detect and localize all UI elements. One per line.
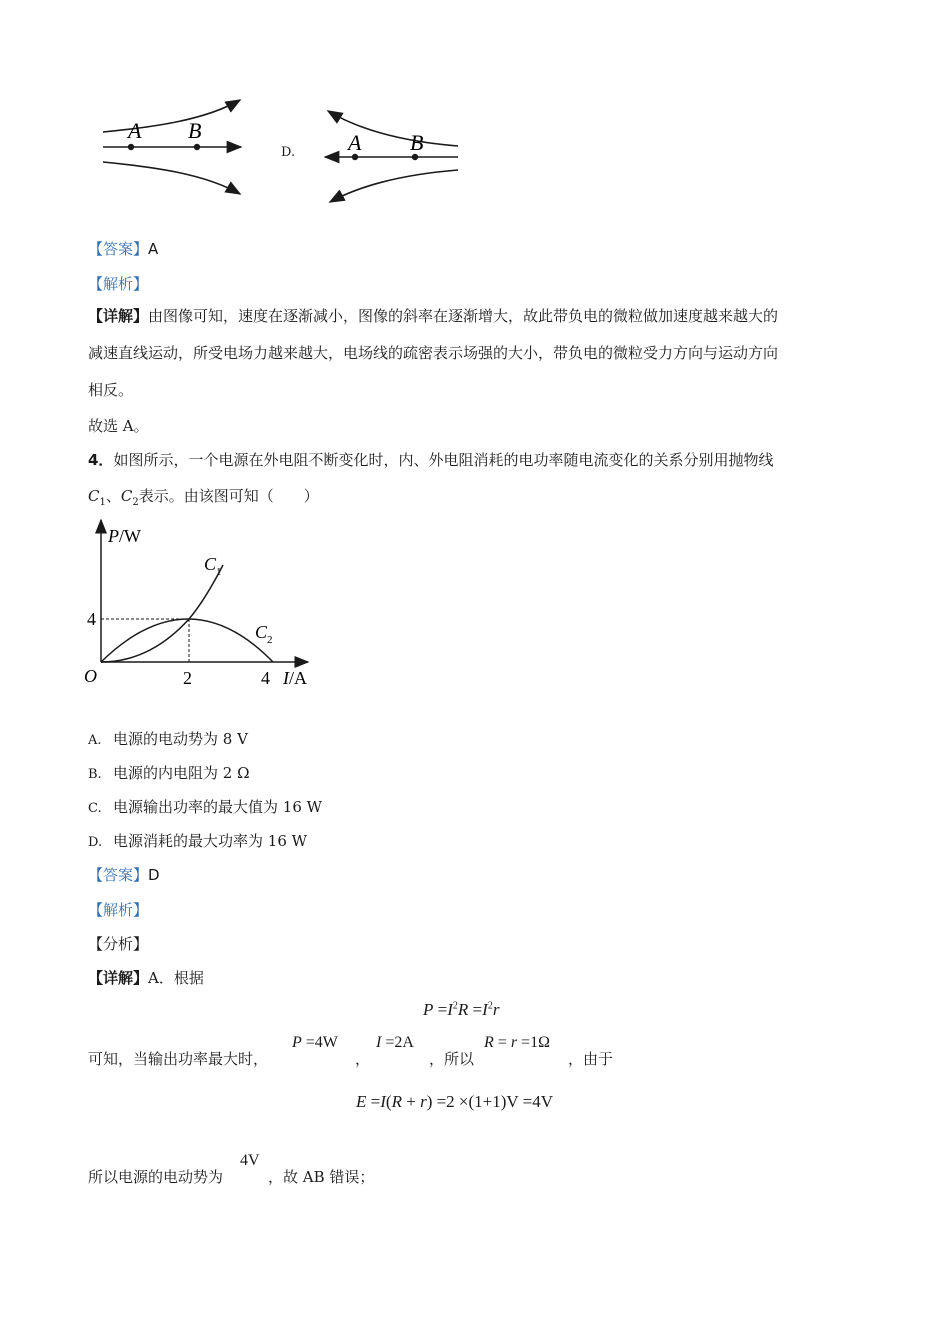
- eq1-sq2: 2: [487, 1000, 493, 1012]
- q4-answer-value: D: [148, 866, 160, 884]
- x-tick-4: 4: [261, 668, 270, 688]
- option-d-label: D.: [281, 145, 296, 160]
- eq2-rest: ) =2 ×(1+1)V =4V: [426, 1092, 554, 1111]
- detail-line-2: 减速直线运动，所受电场力越来越大，电场线的疏密表示场强的大小，带负电的微粒受力方向与运动方向: [88, 344, 779, 362]
- q4-fenxi-tag: 【分析】: [88, 935, 149, 953]
- detail-tag: 【详解】: [88, 307, 149, 325]
- m3-rest: =1Ω: [517, 1034, 550, 1051]
- x-var: I: [283, 668, 289, 688]
- point-b-label: B: [188, 118, 202, 143]
- stem-text-2: 表示。由该图可知（ ）: [138, 487, 319, 505]
- option-a-letter: A.: [88, 733, 102, 748]
- inline-math-resistance: [484, 1034, 550, 1052]
- c1-label: [204, 554, 222, 578]
- option-d[interactable]: [88, 830, 307, 851]
- q4-last-line-post: ，故 AB 错误；: [268, 1168, 375, 1186]
- answer-value: A: [148, 240, 159, 258]
- c2-label: [255, 622, 273, 646]
- q4-stem-line-1: [88, 449, 773, 470]
- y-var: P: [108, 526, 119, 546]
- origin-label: O: [84, 666, 97, 686]
- option-b-letter: B.: [88, 767, 102, 782]
- q3-conclusion: 故选 A。: [88, 417, 149, 435]
- m1-rest: =4W: [301, 1034, 338, 1051]
- c1-sub: 1: [216, 566, 222, 578]
- stem-c2: C: [120, 487, 133, 505]
- field-line-figure-right: [318, 102, 463, 210]
- detail-line-3: 相反。: [88, 381, 134, 399]
- c1-var: C: [204, 554, 217, 574]
- x-axis-label: [282, 668, 307, 688]
- point-b-label-right: B: [410, 130, 424, 155]
- option-c-text: 电源输出功率的最大值为 16 W: [113, 798, 323, 816]
- point-a-label-right: A: [348, 130, 362, 155]
- eq1-eq: =: [433, 1000, 448, 1019]
- q4-stem-line-2: [88, 485, 319, 508]
- c2-var: C: [255, 622, 268, 642]
- option-a-text: 电源的电动势为 8 V: [113, 730, 248, 748]
- m2-rest: =2A: [381, 1034, 414, 1051]
- eq2-r: R: [391, 1092, 402, 1111]
- x-tick-2: 2: [183, 668, 192, 688]
- q3-detail: [88, 298, 778, 409]
- equation-power: [423, 1000, 499, 1020]
- eq1-i: I: [447, 1000, 453, 1019]
- m3-mid: =: [493, 1034, 511, 1051]
- eq1-sq: 2: [452, 1000, 458, 1012]
- stem-c1: C: [88, 487, 100, 505]
- x-unit: /A: [289, 668, 307, 688]
- q4-line-a: 可知，当输出功率最大时，: [88, 1050, 269, 1068]
- option-b-text: 电源的内电阻为 2 Ω: [113, 764, 250, 782]
- y-unit: /W: [119, 526, 141, 546]
- q4-detail-tag: 【详解】: [88, 969, 149, 987]
- eq2-paren: (: [385, 1092, 392, 1111]
- m3-var1: R: [484, 1034, 494, 1051]
- stem-sep: 、: [105, 487, 121, 505]
- eq2-rsmall: r: [420, 1092, 427, 1111]
- stem-text-1: 如图所示，一个电源在外电阻不断变化时，内、外电阻消耗的电功率随电流变化的关系分别用抛物线: [113, 451, 774, 469]
- comma-2: ，所以: [429, 1050, 475, 1068]
- inline-math-current: [376, 1034, 414, 1052]
- stem-c1-sub: 1: [99, 497, 106, 508]
- eq1-rsmall: r: [492, 1000, 500, 1019]
- power-current-graph: [80, 512, 325, 697]
- stem-c2-sub: 2: [132, 497, 139, 508]
- eq2-i: I: [380, 1092, 386, 1111]
- point-a-label: A: [128, 118, 142, 143]
- inline-emf-value: 4V: [240, 1152, 260, 1169]
- q4-answer-tag: 【答案】: [88, 866, 149, 884]
- eq1-eq2: =: [468, 1000, 483, 1019]
- option-c[interactable]: [88, 796, 322, 817]
- curve-c2: [101, 619, 273, 662]
- q3-answer: [88, 238, 158, 259]
- eq2-e: E: [356, 1092, 367, 1111]
- answer-tag: 【答案】: [88, 240, 149, 258]
- equation-emf: [356, 1092, 553, 1112]
- m3-var2: r: [510, 1034, 518, 1051]
- option-d-letter: D.: [88, 835, 103, 850]
- option-c-letter: C.: [88, 801, 102, 816]
- eq1-i2: I: [482, 1000, 488, 1019]
- q4-detail-text: A．根据: [148, 969, 204, 987]
- m1-var: P: [292, 1034, 302, 1051]
- q4-analysis-tag: 【解析】: [88, 901, 149, 919]
- q4-detail-intro: [88, 967, 204, 988]
- comma-1: ，: [355, 1050, 371, 1068]
- q4-answer: [88, 864, 160, 885]
- option-d-text: 电源消耗的最大功率为 16 W: [113, 832, 308, 850]
- eq2-eq: =: [366, 1092, 381, 1111]
- q3-analysis-tag: 【解析】: [88, 275, 149, 293]
- m2-var: I: [376, 1034, 382, 1051]
- eq2-plus: +: [401, 1092, 421, 1111]
- option-a[interactable]: [88, 728, 248, 749]
- y-tick-4: 4: [87, 609, 96, 629]
- inline-math-power: [292, 1034, 338, 1052]
- q4-last-line-pre: 所以电源的电动势为: [88, 1168, 224, 1186]
- c2-sub: 2: [267, 634, 273, 646]
- eq1-r: R: [457, 1000, 469, 1019]
- eq1-p: P: [423, 1000, 434, 1019]
- comma-3: ，由于: [568, 1050, 614, 1068]
- curve-c1: [101, 565, 223, 662]
- option-b[interactable]: [88, 762, 250, 783]
- question-number: 4．: [88, 451, 114, 469]
- field-line-figure-left: [95, 92, 255, 207]
- detail-line-1: 由图像可知，速度在逐渐减小，图像的斜率在逐渐增大，故此带负电的微粒做加速度越来越大的: [148, 307, 779, 325]
- y-axis-label: [107, 526, 141, 546]
